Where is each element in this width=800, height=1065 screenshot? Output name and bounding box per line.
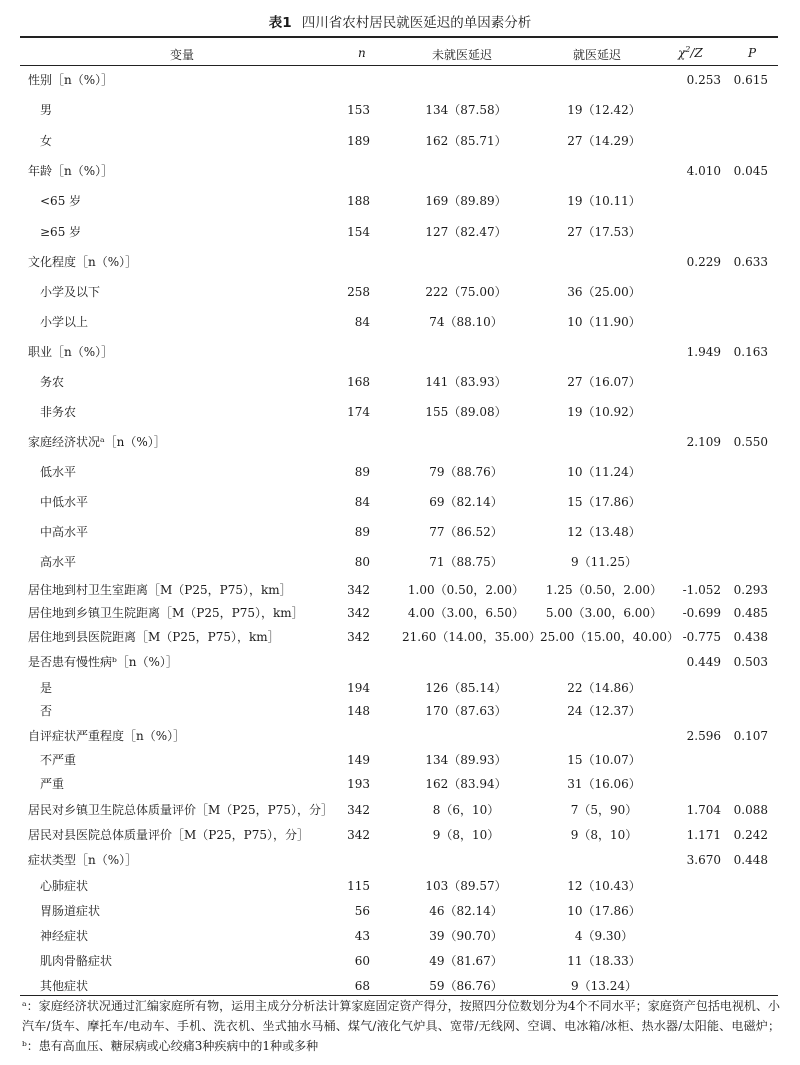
table-row <box>0 492 800 512</box>
cell-variable: 非务农 <box>40 405 77 419</box>
table-row <box>0 750 800 770</box>
table-row <box>0 678 800 698</box>
table-row <box>0 800 800 820</box>
cell-no-delay: 134（89.93） <box>425 753 507 767</box>
cell-delay: 31（16.06） <box>567 777 641 791</box>
cell-no-delay: 170（87.63） <box>425 704 507 718</box>
cell-delay: 5.00（3.00，6.00） <box>545 606 663 620</box>
cell-variable: 中高水平 <box>40 525 89 539</box>
cell-variable: 自评症状严重程度［n（%）］ <box>28 729 186 743</box>
cell-no-delay: 169（89.89） <box>425 194 507 208</box>
cell-stat: 4.010 <box>686 164 721 178</box>
table-row <box>0 951 800 971</box>
header-n: n <box>358 46 366 60</box>
cell-p: 0.107 <box>733 729 768 743</box>
cell-delay: 1.25（0.50，2.00） <box>545 583 663 597</box>
cell-p: 0.242 <box>733 828 768 842</box>
cell-variable: 不严重 <box>40 753 77 767</box>
cell-no-delay: 8（6，10） <box>432 803 500 817</box>
cell-variable: ≥65 岁 <box>40 225 82 239</box>
cell-p: 0.615 <box>733 73 768 87</box>
cell-variable: 心肺症状 <box>40 879 89 893</box>
cell-n: 149 <box>347 753 370 767</box>
cell-no-delay: 21.60（14.00，35.00） <box>402 630 542 644</box>
footnote: ᵃ：家庭经济状况通过汇编家庭所有物，运用主成分分析法计算家庭固定资产得分，按照四分位数划分为4个不同水平；家庭资产包括电视机、小汽车/货车、摩托车/电动车、手机、洗衣机、坐式抽水马桶、煤气/液化气炉具、宽带/无线网、空调、电冰箱/冰柜、热水器/太阳能、电磁炉；ᵇ：患有高血压、糖尿病或心绞痛3种疾病中的1种或多种 <box>22 999 780 1053</box>
cell-n: 56 <box>354 904 370 918</box>
cell-stat: 1.704 <box>686 803 721 817</box>
cell-n: 174 <box>347 405 370 419</box>
cell-n: 342 <box>347 803 370 817</box>
cell-delay: 9（8，10） <box>570 828 638 842</box>
table-row <box>0 825 800 845</box>
table-row <box>0 70 800 90</box>
cell-variable: 神经症状 <box>40 929 89 943</box>
table-title <box>0 11 800 31</box>
cell-no-delay: 134（87.58） <box>425 103 507 117</box>
cell-variable: 性别［n（%）］ <box>28 73 114 87</box>
cell-variable: 其他症状 <box>40 979 89 993</box>
cell-no-delay: 222（75.00） <box>425 285 507 299</box>
cell-delay: 15（17.86） <box>567 495 641 509</box>
cell-variable: 男 <box>40 103 53 117</box>
cell-no-delay: 141（83.93） <box>425 375 507 389</box>
cell-delay: 27（17.53） <box>567 225 641 239</box>
cell-p: 0.485 <box>733 606 768 620</box>
table-label: 表1 <box>268 15 292 31</box>
cell-n: 194 <box>347 681 370 695</box>
cell-n: 342 <box>347 630 370 644</box>
header-no-delay: 未就医延迟 <box>432 48 493 62</box>
cell-stat: 2.109 <box>686 435 721 449</box>
cell-no-delay: 162（85.71） <box>425 134 507 148</box>
cell-no-delay: 69（82.14） <box>429 495 503 509</box>
cell-variable: 高水平 <box>40 555 77 569</box>
table-row <box>0 901 800 921</box>
cell-no-delay: 9（8，10） <box>432 828 500 842</box>
cell-delay: 10（11.24） <box>567 465 641 479</box>
table-row <box>0 100 800 120</box>
cell-delay: 24（12.37） <box>567 704 641 718</box>
cell-variable: 务农 <box>40 375 65 389</box>
cell-n: 68 <box>354 979 370 993</box>
header-stat-rest: /Z <box>690 46 703 60</box>
cell-no-delay: 155（89.08） <box>425 405 507 419</box>
table-row <box>0 402 800 422</box>
cell-variable: 年龄［n（%）］ <box>28 164 114 178</box>
cell-stat: -0.775 <box>682 630 721 644</box>
cell-n: 154 <box>347 225 370 239</box>
cell-n: 60 <box>354 954 370 968</box>
cell-variable: 低水平 <box>40 465 77 479</box>
cell-variable: 是 <box>40 681 53 695</box>
table-row <box>0 552 800 572</box>
cell-delay: 19（10.11） <box>567 194 641 208</box>
table-row <box>0 462 800 482</box>
cell-n: 84 <box>354 315 370 329</box>
cell-delay: 9（13.24） <box>571 979 637 993</box>
cell-p: 0.503 <box>733 655 768 669</box>
cell-delay: 19（12.42） <box>567 103 641 117</box>
cell-variable: 否 <box>40 704 53 718</box>
cell-n: 342 <box>347 828 370 842</box>
cell-n: 84 <box>354 495 370 509</box>
cell-stat: 0.253 <box>686 73 721 87</box>
table-row <box>0 252 800 272</box>
cell-p: 0.448 <box>733 853 768 867</box>
table-row <box>0 774 800 794</box>
cell-variable: <65 岁 <box>40 194 82 208</box>
table-row <box>0 222 800 242</box>
cell-delay: 7（5，90） <box>570 803 638 817</box>
cell-no-delay: 79（88.76） <box>429 465 503 479</box>
top-rule <box>20 36 778 38</box>
cell-variable: 居住地到村卫生室距离［M（P25，P75），km］ <box>28 583 292 597</box>
table-row <box>0 876 800 896</box>
table-row <box>0 701 800 721</box>
cell-no-delay: 59（86.76） <box>429 979 503 993</box>
header-rule <box>20 65 778 66</box>
cell-no-delay: 126（85.14） <box>425 681 507 695</box>
cell-delay: 36（25.00） <box>567 285 641 299</box>
cell-n: 89 <box>354 525 370 539</box>
cell-delay: 25.00（15.00，40.00） <box>540 630 680 644</box>
cell-n: 193 <box>347 777 370 791</box>
cell-variable: 文化程度［n（%）］ <box>28 255 138 269</box>
cell-delay: 12（10.43） <box>567 879 641 893</box>
cell-stat: 3.670 <box>686 853 721 867</box>
cell-stat: 0.229 <box>686 255 721 269</box>
header-stat-chi: χ <box>678 46 686 60</box>
table-row <box>0 580 800 600</box>
table-row <box>0 926 800 946</box>
cell-n: 80 <box>354 555 370 569</box>
cell-p: 0.633 <box>733 255 768 269</box>
cell-variable: 是否患有慢性病ᵇ［n（%）］ <box>28 655 178 669</box>
cell-variable: 中低水平 <box>40 495 89 509</box>
cell-n: 115 <box>347 879 370 893</box>
cell-n: 153 <box>347 103 370 117</box>
cell-no-delay: 49（81.67） <box>429 954 503 968</box>
table-row <box>0 603 800 623</box>
cell-variable: 居民对乡镇卫生院总体质量评价［M（P25，P75），分］ <box>28 803 333 817</box>
header-variable: 变量 <box>170 48 195 62</box>
cell-stat: -1.052 <box>682 583 721 597</box>
cell-variable: 居住地到乡镇卫生院距离［M（P25，P75），km］ <box>28 606 304 620</box>
table-row <box>0 372 800 392</box>
cell-variable: 胃肠道症状 <box>40 904 101 918</box>
cell-n: 89 <box>354 465 370 479</box>
cell-no-delay: 77（86.52） <box>429 525 503 539</box>
cell-p: 0.163 <box>733 345 768 359</box>
header-stat <box>678 46 703 60</box>
cell-variable: 小学以上 <box>40 315 89 329</box>
cell-stat: 1.949 <box>686 345 721 359</box>
cell-no-delay: 1.00（0.50，2.00） <box>407 583 525 597</box>
cell-no-delay: 71（88.75） <box>429 555 503 569</box>
table-row <box>0 627 800 647</box>
cell-stat: 1.171 <box>686 828 721 842</box>
cell-variable: 居住地到县医院距离［M（P25，P75），km］ <box>28 630 280 644</box>
cell-delay: 27（16.07） <box>567 375 641 389</box>
cell-n: 168 <box>347 375 370 389</box>
cell-variable: 肌肉骨骼症状 <box>40 954 113 968</box>
table-caption: 四川省农村居民就医延迟的单因素分析 <box>301 15 532 31</box>
cell-variable: 职业［n（%）］ <box>28 345 114 359</box>
cell-delay: 11（18.33） <box>567 954 641 968</box>
cell-p: 0.550 <box>733 435 768 449</box>
cell-no-delay: 74（88.10） <box>429 315 503 329</box>
cell-variable: 严重 <box>40 777 65 791</box>
cell-stat: 2.596 <box>686 729 721 743</box>
table-row <box>0 522 800 542</box>
cell-variable: 居民对县医院总体质量评价［M（P25，P75），分］ <box>28 828 309 842</box>
table-row <box>0 312 800 332</box>
cell-delay: 12（13.48） <box>567 525 641 539</box>
cell-n: 188 <box>347 194 370 208</box>
cell-no-delay: 39（90.70） <box>429 929 503 943</box>
cell-delay: 10（11.90） <box>567 315 641 329</box>
table-row <box>0 726 800 746</box>
cell-p: 0.293 <box>733 583 768 597</box>
cell-delay: 22（14.86） <box>567 681 641 695</box>
table-row <box>0 342 800 362</box>
cell-no-delay: 127（82.47） <box>425 225 507 239</box>
cell-n: 189 <box>347 134 370 148</box>
table-row <box>0 976 800 996</box>
cell-n: 148 <box>347 704 370 718</box>
cell-p: 0.045 <box>733 164 768 178</box>
cell-delay: 9（11.25） <box>571 555 637 569</box>
cell-no-delay: 4.00（3.00，6.50） <box>407 606 525 620</box>
cell-n: 342 <box>347 606 370 620</box>
table-row <box>0 131 800 151</box>
cell-variable: 小学及以下 <box>40 285 101 299</box>
header-delay: 就医延迟 <box>573 48 622 62</box>
cell-no-delay: 162（83.94） <box>425 777 507 791</box>
table-row <box>0 652 800 672</box>
cell-no-delay: 103（89.57） <box>425 879 507 893</box>
cell-p: 0.438 <box>733 630 768 644</box>
cell-n: 43 <box>354 929 370 943</box>
cell-variable: 症状类型［n（%）］ <box>28 853 138 867</box>
cell-delay: 27（14.29） <box>567 134 641 148</box>
cell-n: 342 <box>347 583 370 597</box>
table-row <box>0 282 800 302</box>
table-row <box>0 191 800 211</box>
cell-variable: 女 <box>40 134 53 148</box>
cell-variable: 家庭经济状况ᵃ［n（%）］ <box>28 435 166 449</box>
cell-no-delay: 46（82.14） <box>429 904 503 918</box>
table-row <box>0 850 800 870</box>
header-p: P <box>748 46 757 60</box>
cell-delay: 4（9.30） <box>574 929 634 943</box>
cell-p: 0.088 <box>733 803 768 817</box>
cell-stat: -0.699 <box>682 606 721 620</box>
cell-delay: 15（10.07） <box>567 753 641 767</box>
cell-delay: 10（17.86） <box>567 904 641 918</box>
cell-stat: 0.449 <box>686 655 721 669</box>
table-row <box>0 161 800 181</box>
cell-delay: 19（10.92） <box>567 405 641 419</box>
header-stat-sup: 2 <box>685 45 691 54</box>
table-row <box>0 432 800 452</box>
cell-n: 258 <box>347 285 370 299</box>
